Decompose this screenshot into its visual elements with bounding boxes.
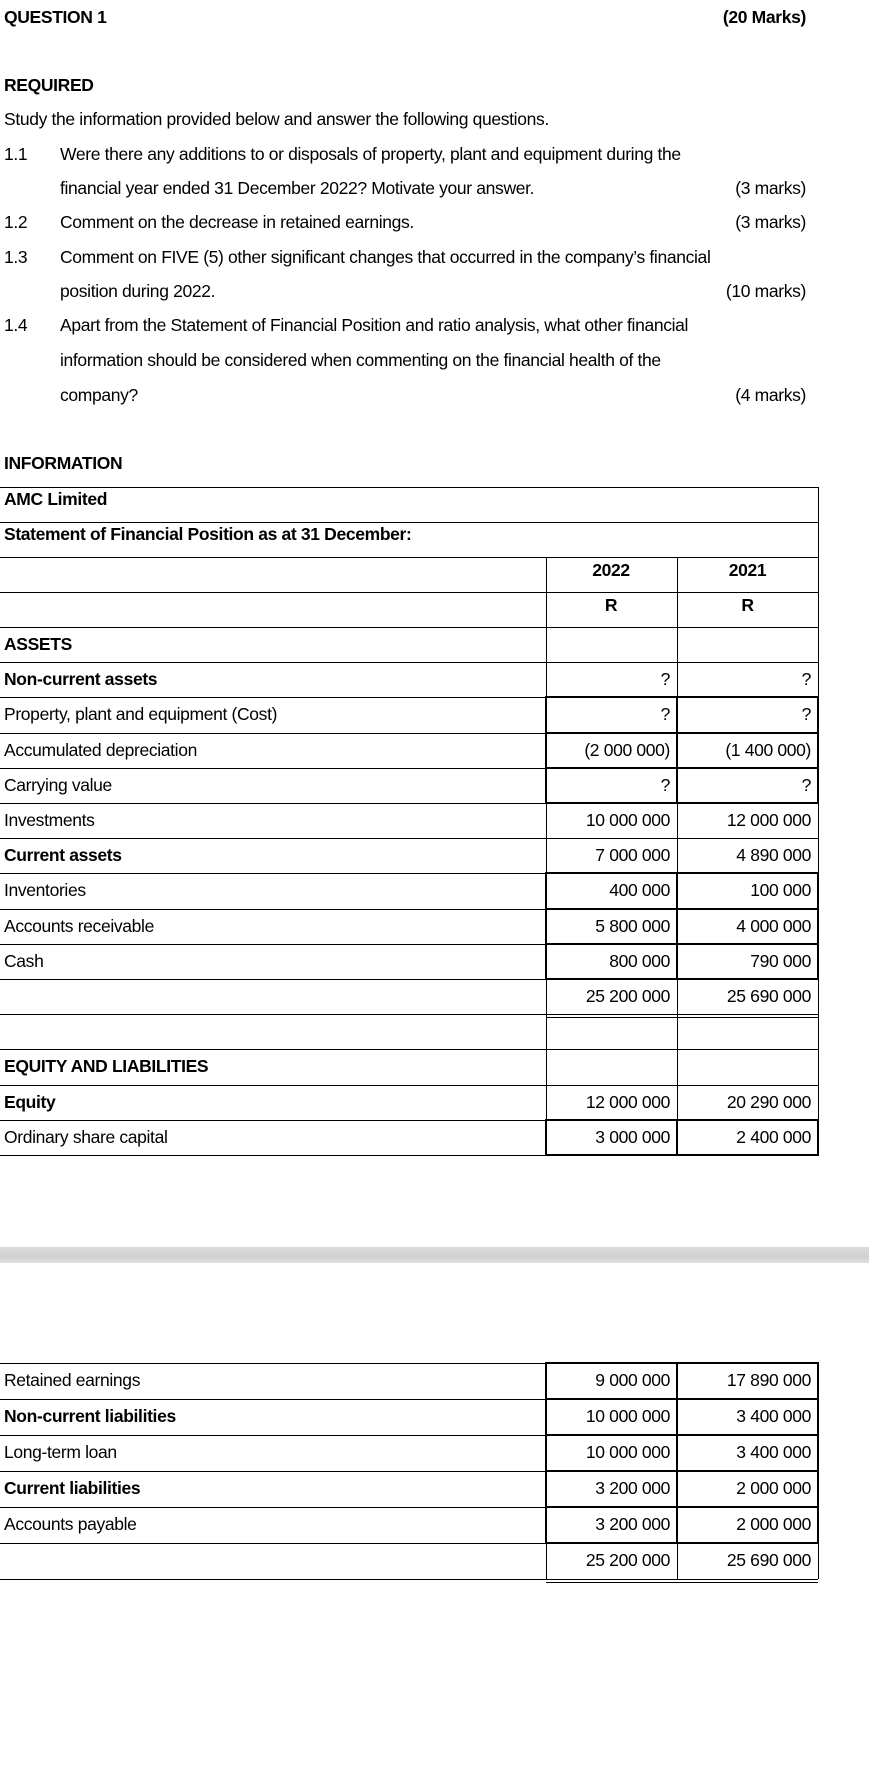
double-underline (546, 1017, 818, 1018)
value-2021: ? (801, 775, 811, 795)
value-2022: 5 800 000 (595, 916, 670, 936)
row-label: Current assets (4, 845, 122, 865)
row-rule (0, 1085, 818, 1086)
column-year-2021: 2021 (728, 560, 767, 580)
value-2021: (1 400 000) (725, 740, 811, 760)
question-line: Comment on FIVE (5) other significant changes that occurred in the company’s financial (60, 247, 711, 267)
value-2022: ? (660, 669, 670, 689)
cell-border (545, 908, 678, 945)
question-title: QUESTION 1 (4, 7, 107, 27)
instruction-text: Study the information provided below and answer the following questions. (4, 109, 549, 129)
row-label: Inventories (4, 880, 86, 900)
column-rule (818, 557, 819, 1155)
value-2022: 25 200 000 (585, 986, 670, 1006)
cell-border (545, 732, 678, 769)
question-line: Comment on the decrease in retained earnings. (60, 212, 414, 232)
question-marks: (4 marks) (735, 385, 806, 405)
row-rule (0, 662, 818, 663)
row-rule (0, 803, 818, 804)
column-rule (677, 1363, 678, 1579)
value-2021: 790 000 (750, 951, 811, 971)
required-heading: REQUIRED (4, 75, 94, 95)
value-2021: 3 400 000 (736, 1406, 811, 1426)
value-2021: 2 000 000 (736, 1478, 811, 1498)
cell-border (676, 1470, 819, 1508)
question-marks: (3 marks) (735, 212, 806, 232)
cell-border (545, 1506, 678, 1544)
value-2021: 3 400 000 (736, 1442, 811, 1462)
value-2022: 800 000 (609, 951, 670, 971)
value-2022: 10 000 000 (585, 1442, 670, 1462)
row-label: Carrying value (4, 775, 112, 795)
value-2022: 7 000 000 (595, 845, 670, 865)
value-2021: 100 000 (750, 880, 811, 900)
value-2021: 4 890 000 (736, 845, 811, 865)
row-label: ASSETS (4, 634, 72, 654)
question-number: 1.2 (4, 212, 28, 232)
company-name: AMC Limited (4, 489, 108, 509)
question-line: company? (60, 385, 138, 405)
row-label: Accounts receivable (4, 916, 154, 936)
value-2022: 10 000 000 (585, 1406, 670, 1426)
column-year-2022: 2022 (592, 560, 630, 580)
row-rule (0, 1014, 818, 1015)
row-rule (0, 1155, 818, 1156)
cell-border (676, 767, 819, 804)
cell-border (545, 1398, 678, 1436)
value-2022: 9 000 000 (595, 1370, 670, 1390)
question-line: information should be considered when commenting on the financial health of the (60, 350, 661, 370)
row-label: Non-current assets (4, 669, 158, 689)
value-2021: 17 890 000 (726, 1370, 811, 1390)
cell-border (545, 1434, 678, 1472)
value-2022: 3 200 000 (595, 1514, 670, 1534)
value-2022: 3 000 000 (595, 1127, 670, 1147)
cell-border (676, 1362, 819, 1400)
value-2022: 10 000 000 (585, 810, 670, 830)
statement-title: Statement of Financial Position as at 31 December: (4, 524, 412, 544)
value-2022: 12 000 000 (585, 1092, 670, 1112)
double-underline (546, 1582, 818, 1583)
row-label: Current liabilities (4, 1478, 141, 1498)
cell-border (676, 1398, 819, 1436)
page-break (0, 1247, 869, 1263)
row-label: EQUITY AND LIABILITIES (4, 1056, 209, 1076)
column-unit-2022: R (604, 595, 618, 615)
cell-border (676, 1434, 819, 1472)
row-label: Retained earnings (4, 1370, 141, 1390)
value-2022: 3 200 000 (595, 1478, 670, 1498)
row-label: Accounts payable (4, 1514, 137, 1534)
row-rule (0, 1049, 818, 1050)
information-heading: INFORMATION (4, 453, 123, 473)
question-marks: (3 marks) (735, 178, 806, 198)
cell-border (676, 943, 819, 980)
row-label: Long-term loan (4, 1442, 117, 1462)
cell-border (676, 908, 819, 945)
value-2021: ? (801, 669, 811, 689)
cell-border (545, 943, 678, 980)
question-number: 1.1 (4, 144, 28, 164)
column-rule (546, 557, 547, 1155)
cell-border (545, 767, 678, 804)
value-2022: 25 200 000 (585, 1550, 670, 1570)
row-rule (0, 1579, 818, 1580)
cell-border (676, 1119, 819, 1156)
cell-border (545, 1362, 678, 1400)
cell-border (545, 1119, 678, 1156)
cell-border (545, 696, 678, 734)
cell-border (676, 696, 819, 734)
value-2022: (2 000 000) (584, 740, 670, 760)
column-unit-2021: R (741, 595, 754, 615)
question-line: Apart from the Statement of Financial Position and ratio analysis, what other financial (60, 315, 689, 335)
value-2021: 25 690 000 (726, 1550, 811, 1570)
value-2022: ? (660, 704, 670, 724)
question-marks: (10 marks) (725, 281, 806, 301)
question-line: position during 2022. (60, 281, 216, 301)
value-2021: 2 000 000 (736, 1514, 811, 1534)
column-rule (677, 557, 678, 1155)
row-rule (0, 838, 818, 839)
question-number: 1.3 (4, 247, 28, 267)
value-2022: ? (660, 775, 670, 795)
question-number: 1.4 (4, 315, 28, 335)
row-label: Property, plant and equipment (Cost) (4, 704, 278, 724)
cell-border (676, 1506, 819, 1544)
row-label: Investments (4, 810, 95, 830)
row-label: Accumulated depreciation (4, 740, 197, 760)
cell-border (676, 732, 819, 769)
column-rule (546, 1363, 547, 1579)
value-2021: 25 690 000 (726, 986, 811, 1006)
row-label: Ordinary share capital (4, 1127, 168, 1147)
cell-border (545, 872, 678, 910)
question-line: Were there any additions to or disposals of property, plant and equipment during the (60, 144, 681, 164)
total-marks: (20 Marks) (722, 7, 806, 27)
row-rule (0, 979, 818, 980)
row-rule (0, 1543, 818, 1544)
value-2021: 20 290 000 (726, 1092, 811, 1112)
row-rule (0, 1363, 818, 1364)
question-line: financial year ended 31 December 2022? Motivate your answer. (60, 178, 535, 198)
value-2021: 2 400 000 (736, 1127, 811, 1147)
row-label: Non-current liabilities (4, 1406, 176, 1426)
value-2021: ? (801, 704, 811, 724)
cell-border (676, 872, 819, 910)
value-2021: 12 000 000 (726, 810, 811, 830)
value-2021: 4 000 000 (736, 916, 811, 936)
value-2022: 400 000 (609, 880, 670, 900)
column-rule (818, 1363, 819, 1579)
cell-border (545, 1470, 678, 1508)
row-label: Equity (4, 1092, 56, 1112)
row-label: Cash (4, 951, 44, 971)
